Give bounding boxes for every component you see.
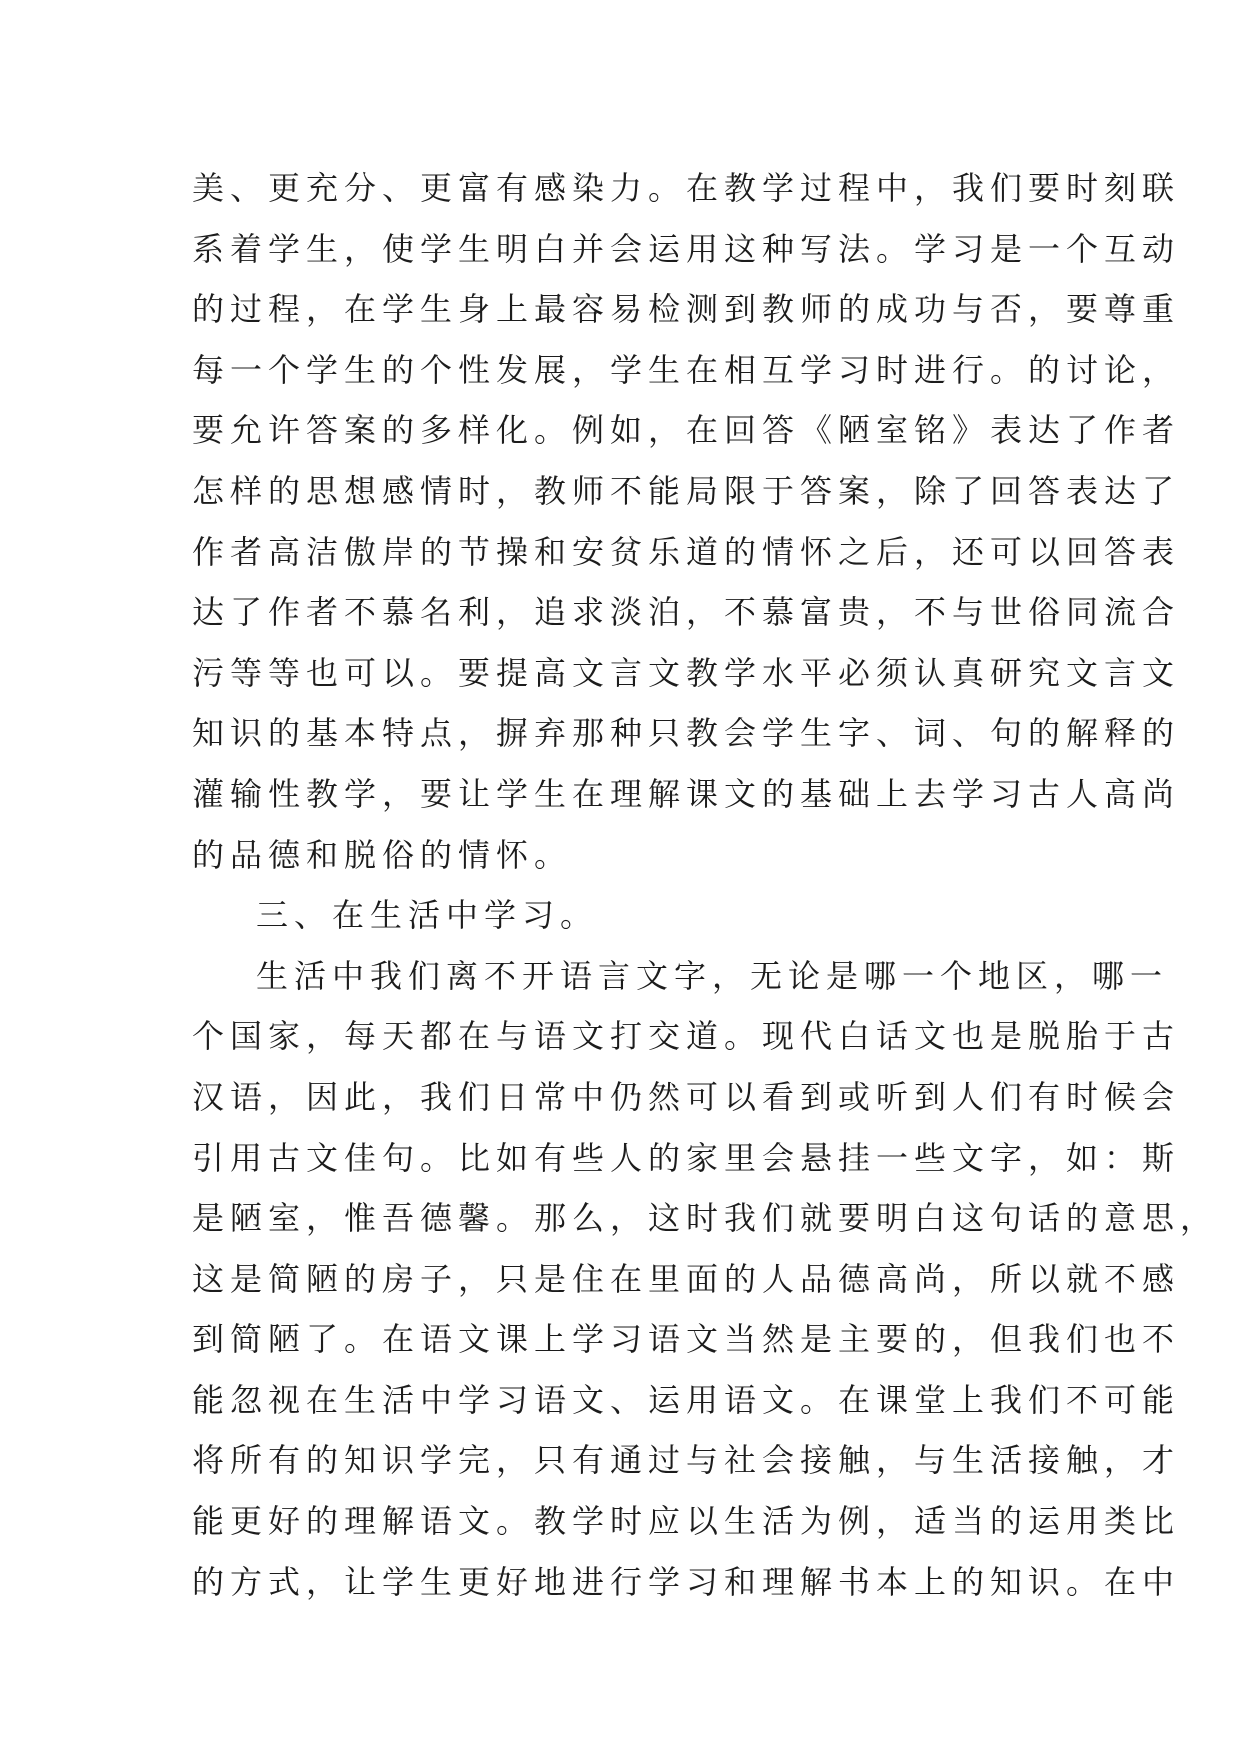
text-line: 系着学生，使学生明白并会运用这种写法。学习是一个互动 <box>192 229 1181 268</box>
text-line: 污等等也可以。要提高文言文教学水平必须认真研究文言文 <box>192 653 1181 692</box>
text-line: 怎样的思想感情时，教师不能局限于答案，除了回答表达了 <box>192 471 1181 510</box>
text-line: 灌输性教学，要让学生在理解课文的基础上去学习古人高尚 <box>192 774 1181 813</box>
text-line: 的品德和脱俗的情怀。 <box>192 835 573 874</box>
text-line: 引用古文佳句。比如有些人的家里会悬挂一些文字，如：斯 <box>192 1138 1181 1177</box>
text-line: 能更好的理解语文。教学时应以生活为例，适当的运用类比 <box>192 1502 1181 1541</box>
text-line: 的过程，在学生身上最容易检测到教师的成功与否，要尊重 <box>192 290 1181 329</box>
text-line: 将所有的知识学完，只有通过与社会接触，与生活接触，才 <box>192 1441 1181 1480</box>
text-line: 作者高洁傲岸的节操和安贫乐道的情怀之后，还可以回答表 <box>192 532 1181 571</box>
section-heading: 三、在生活中学习。 <box>256 896 599 935</box>
text-line: 个国家，每天都在与语文打交道。现代白话文也是脱胎于古 <box>192 1017 1181 1056</box>
text-line: 生活中我们离不开语言文字，无论是哪一个地区，哪一 <box>256 956 1169 995</box>
text-line: 每一个学生的个性发展，学生在相互学习时进行。的讨论， <box>192 350 1181 389</box>
text-line: 知识的基本特点，摒弃那种只教会学生字、词、句的解释的 <box>192 714 1181 753</box>
body-text <box>192 158 1219 1612</box>
text-line: 达了作者不慕名利，追求淡泊，不慕富贵，不与世俗同流合 <box>192 593 1181 632</box>
text-line: 汉语，因此，我们日常中仍然可以看到或听到人们有时候会 <box>192 1077 1181 1116</box>
text-line: 要允许答案的多样化。例如，在回答《陋室铭》表达了作者 <box>192 411 1181 450</box>
text-line: 到简陋了。在语文课上学习语文当然是主要的，但我们也不 <box>192 1320 1181 1359</box>
text-line: 的方式，让学生更好地进行学习和理解书本上的知识。在中 <box>192 1562 1181 1601</box>
text-line: 能忽视在生活中学习语文、运用语文。在课堂上我们不可能 <box>192 1380 1181 1419</box>
text-line: 美、更充分、更富有感染力。在教学过程中，我们要时刻联 <box>192 169 1181 207</box>
text-line: 是陋室，惟吾德馨。那么，这时我们就要明白这句话的意思， <box>192 1199 1219 1238</box>
text-line: 这是简陋的房子，只是住在里面的人品德高尚，所以就不感 <box>192 1259 1181 1298</box>
